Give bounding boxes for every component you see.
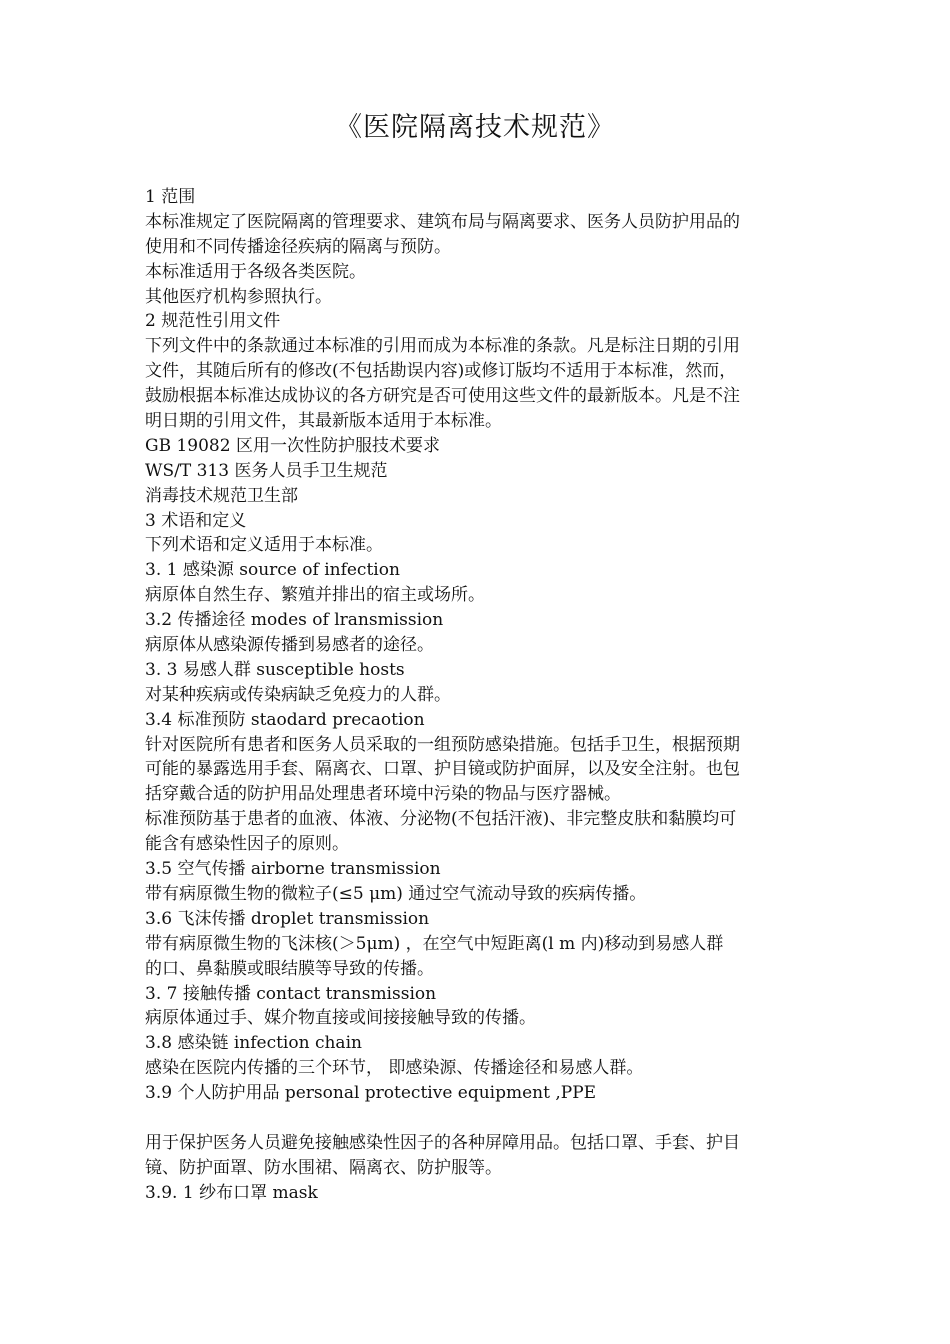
term-heading: 3.4 标准预防 staodard precaotion (145, 709, 425, 730)
term-heading: 3.9 个人防护用品 personal protective equipment ,PPE (145, 1083, 597, 1104)
paragraph-line: 针对医院所有患者和医务人员采取的一组预防感染措施。包括手卫生，根据预期 (145, 734, 740, 755)
term-heading: 3.2 传播途径 modes of lransmission (145, 610, 444, 631)
reference-line: GB 19082 区用一次性防护服技术要求 (145, 435, 440, 456)
paragraph-line: 括穿戴合适的防护用品处理患者环境中污染的物品与医疗器械。 (145, 784, 621, 805)
reference-line: 消毒技术规范卫生部 (145, 485, 298, 506)
paragraph-line: 标准预防基于患者的血液、体液、分泌物(不包括汗液)、非完整皮肤和黏膜均可 (145, 809, 737, 830)
paragraph-line: 病原体通过手、媒介物直接或间接接触导致的传播。 (145, 1008, 536, 1029)
paragraph-line: 可能的暴露选用手套、隔离衣、口罩、护目镜或防护面屏，以及安全注射。也包 (145, 759, 740, 780)
section-heading: 3 术语和定义 (145, 510, 247, 531)
paragraph-line: 感染在医院内传播的三个环节， 即感染源、传播途径和易感人群。 (145, 1058, 644, 1079)
reference-line: WS/T 313 医务人员手卫生规范 (145, 460, 388, 481)
term-heading: 3. 1 感染源 source of infection (145, 560, 400, 581)
paragraph-line: 镜、防护面罩、防水围裙、隔离衣、防护服等。 (145, 1157, 502, 1178)
paragraph-line: 鼓励根据本标准达成协议的各方研究是否可使用这些文件的最新版本。凡是不注 (145, 386, 740, 407)
term-heading: 3.8 感染链 infection chain (145, 1033, 362, 1054)
paragraph-line: 病原体从感染源传播到易感者的途径。 (145, 635, 434, 656)
section-heading: 1 范围 (145, 187, 196, 207)
term-heading: 3.6 飞沫传播 droplet transmission (145, 908, 430, 929)
paragraph-line: 能含有感染性因子的原则。 (145, 834, 349, 855)
paragraph-line: 病原体自然生存、繁殖并排出的宿主或场所。 (145, 585, 485, 606)
section-heading: 2 规范性引用文件 (145, 311, 281, 332)
paragraph-line: 本标准规定了医院隔离的管理要求、建筑布局与隔离要求、医务人员防护用品的 (145, 211, 740, 232)
paragraph-line: 使用和不同传播途径疾病的隔离与预防。 (145, 236, 451, 257)
document-title: 《医院隔离技术规范》 (335, 112, 615, 143)
paragraph-line: 明日期的引用文件，其最新版本适用于本标准。 (145, 411, 502, 432)
paragraph-line: 的口、鼻黏膜或眼结膜等导致的传播。 (145, 958, 434, 979)
paragraph-line: 文件，其随后所有的修改(不包括勘误内容)或修订版均不适用于本标准，然而， (145, 361, 737, 382)
paragraph-line: 其他医疗机构参照执行。 (145, 286, 332, 307)
term-heading: 3. 7 接触传播 contact transmission (145, 983, 437, 1004)
term-heading: 3.9. 1 纱布口罩 mask (145, 1182, 318, 1203)
term-heading: 3. 3 易感人群 susceptible hosts (145, 659, 405, 680)
paragraph-line: 本标准适用于各级各类医院。 (145, 261, 366, 282)
blank-line (145, 1106, 810, 1131)
term-heading: 3.5 空气传播 airborne transmission (145, 859, 441, 880)
document-body (145, 185, 810, 1206)
paragraph-line: 带有病原微生物的飞沫核(＞5μm) ，在空气中短距离(l m 内)移动到易感人群 (145, 933, 724, 954)
paragraph-line: 下列术语和定义适用于本标准。 (145, 535, 383, 556)
paragraph-line: 用于保护医务人员避免接触感染性因子的各种屏障用品。包括口罩、手套、护目 (145, 1132, 740, 1153)
paragraph-line: 带有病原微生物的微粒子(≤5 μm) 通过空气流动导致的疾病传播。 (145, 883, 647, 904)
paragraph-line: 对某种疾病或传染病缺乏免疫力的人群。 (145, 684, 451, 705)
paragraph-line: 下列文件中的条款通过本标准的引用而成为本标准的条款。凡是标注日期的引用 (145, 336, 740, 357)
